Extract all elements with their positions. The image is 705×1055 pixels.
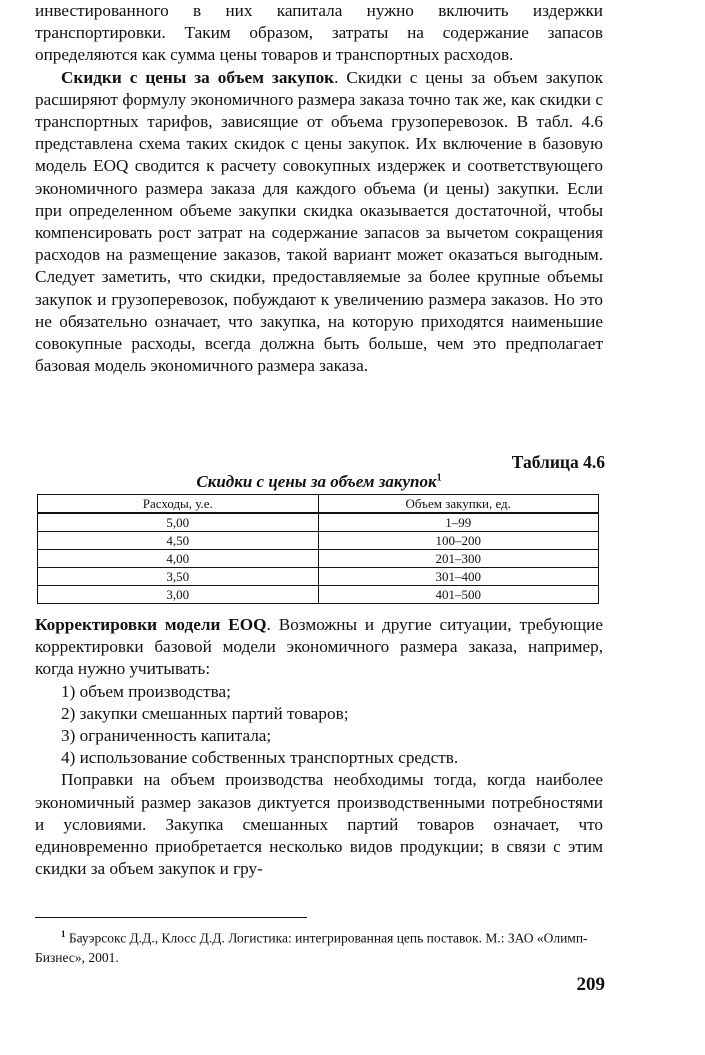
list-item: 2) закупки смешанных партий товаров; <box>61 703 349 723</box>
table-row <box>38 550 599 568</box>
cell-volume: 201–300 <box>318 550 599 568</box>
cell-cost: 3,50 <box>38 568 319 586</box>
header-cost: Расходы, у.е. <box>38 495 319 514</box>
paragraph-eoq-text: . Возможны и другие ситуации, требующие корректировки базовой модели экономичного размера заказа, например, когда нужно учитывать: <box>35 615 603 679</box>
header-volume: Объем закупки, ед. <box>318 495 599 514</box>
table-row <box>38 532 599 550</box>
list-item: 3) ограниченность капитала; <box>61 726 272 746</box>
list-item: 1) объем производства; <box>61 681 231 701</box>
table-caption <box>35 472 603 492</box>
cell-volume: 301–400 <box>318 568 599 586</box>
table-row <box>38 513 599 532</box>
footnote-mark: 1 <box>61 929 66 939</box>
paragraph-eoq <box>35 614 603 681</box>
table-row <box>38 568 599 586</box>
cell-cost: 5,00 <box>38 513 319 532</box>
paragraph-discounts-heading: Скидки с цены за объем закупок <box>61 67 335 87</box>
footnote <box>35 925 603 967</box>
cell-volume: 1–99 <box>318 513 599 532</box>
paragraph-discounts <box>35 67 603 378</box>
footnote-text: Бауэрсокс Д.Д., Клосс Д.Д. Логистика: интегрированная цепь поставок. М.: ЗАО «Олимп-Бизнес», 2001. <box>35 930 588 965</box>
cell-cost: 4,00 <box>38 550 319 568</box>
text-block-top <box>35 0 603 377</box>
table-header-row <box>38 495 599 514</box>
text-block-bottom <box>35 614 603 880</box>
discounts-table <box>37 494 599 604</box>
cell-volume: 100–200 <box>318 532 599 550</box>
footnote-divider <box>35 917 307 918</box>
table-caption-footnote-mark: 1 <box>436 472 442 484</box>
paragraph-discounts-text: . Скидки с цены за объем закупок расширяют формулу экономичного размера заказа точно так же, как скидки с транспортных тарифов, зависящие от объема грузоперевозок. В табл. 4.6 представлена схема таких скидок с цены закупок. Их включение в базовую модель EOQ сводится к расчету совокупных издержек и соответствующего экономичного размера заказа для каждого объема (и цены) закупки. Если при определенном объеме закупки скидка оказывается достаточной, чтобы компенсировать рост затрат на содержание запасов за вычетом сокращения расходов на размещение заказов, такой вариант может оказаться выгодным. Следует заметить, что скидки, предоставляемые за более крупные объемы закупок и грузоперевозок, побуждают к увеличению размера заказов. Но это не обязательно означает, что закупка, на которую приходятся наименьшие совокупные расходы, всегда должна быть больше, чем это предполагает базовая модель экономичного размера заказа. <box>35 67 603 376</box>
page-number: 209 <box>576 974 605 995</box>
adjustment-list <box>35 681 603 770</box>
cell-volume: 401–500 <box>318 586 599 604</box>
list-item: 4) использование собственных транспортных средств. <box>61 748 459 768</box>
paragraph-1 <box>35 0 603 67</box>
paragraph-last: Поправки на объем производства необходимы тогда, когда наиболее экономичный размер заказов диктуется производственными потребностями и условиями. Закупка смешанных партий товаров означает, что единовременно приобретается несколько видов продукции; в связи с этим скидки за объем закупок и гру- <box>35 770 603 879</box>
table-caption-text: Скидки с цены за объем закупок <box>196 472 437 491</box>
paragraph-1-text: инвестированного в них капитала нужно включить издержки транспортировки. Таким образом, затраты на содержание запасов определяются как сумма цены товаров и транспортных расходов. <box>35 1 603 65</box>
cell-cost: 3,00 <box>38 586 319 604</box>
paragraph-eoq-heading: Корректировки модели EOQ <box>35 615 267 634</box>
table-row <box>38 586 599 604</box>
table-number: Таблица 4.6 <box>511 452 605 472</box>
cell-cost: 4,50 <box>38 532 319 550</box>
